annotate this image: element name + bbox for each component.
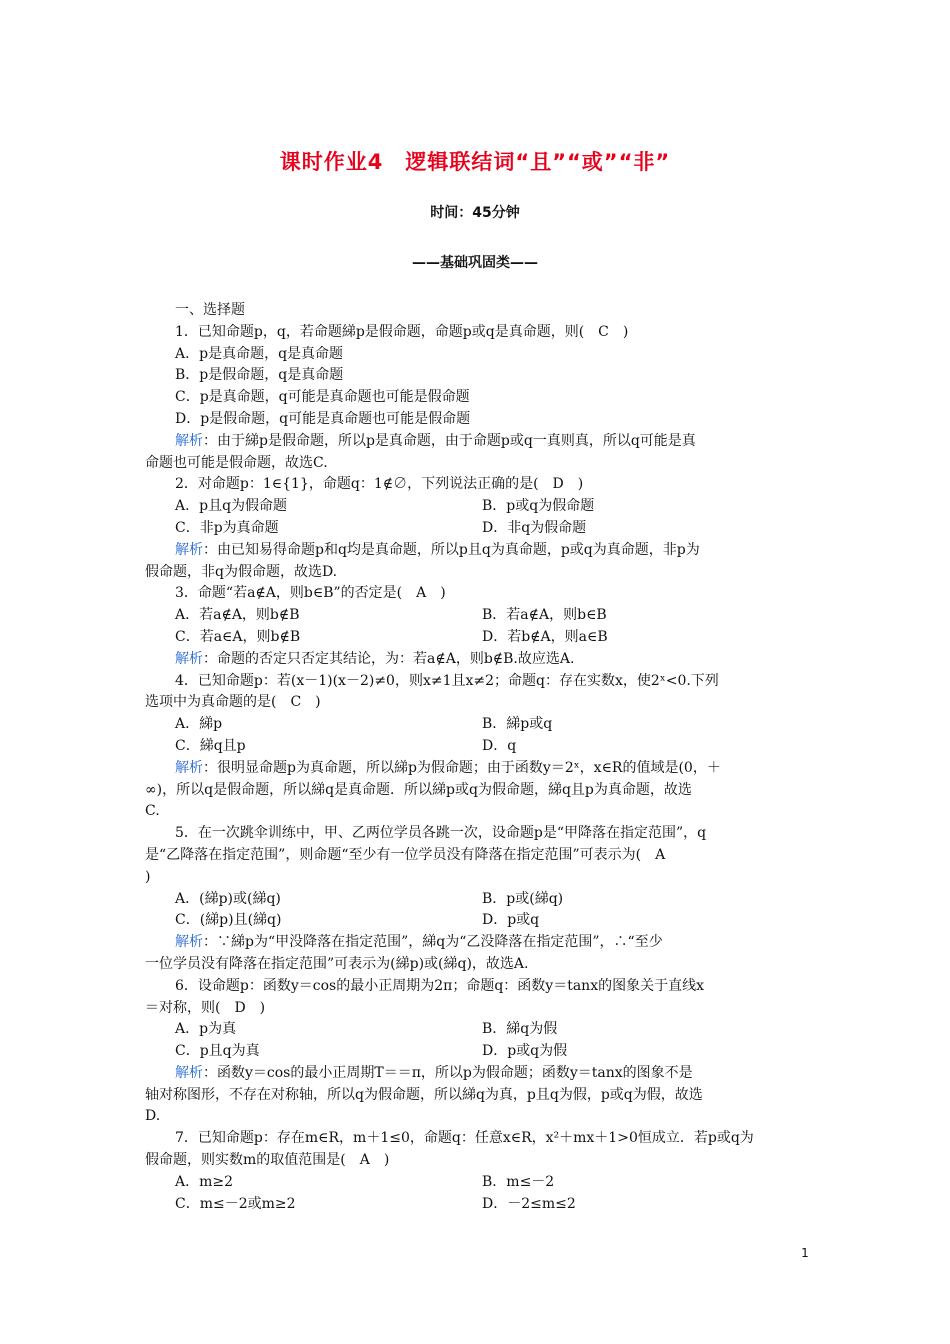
question-5-stem-cont: 是“乙降落在指定范围”，则命题“至少有一位学员没有降落在指定范围”可表示为( A <box>145 846 666 863</box>
question-7-options-row-2 <box>145 1194 809 1216</box>
question-2-option-d: D．非q为假命题 <box>482 519 587 536</box>
question-7-option-b: B．m≤－2 <box>482 1173 555 1190</box>
question-2-option-b: B．p或q为假命题 <box>482 498 595 515</box>
question-7-option-d: D．－2≤m≤2 <box>482 1195 576 1212</box>
question-2-analysis-cont: 假命题，非q为假命题，故选D. <box>145 563 338 580</box>
question-3-option-c: C．若a∈A，则b∉B <box>175 628 301 645</box>
question-3-options-row-2 <box>145 627 809 649</box>
question-7-option-c: C．m≤－2或m≥2 <box>175 1195 296 1212</box>
question-6-option-b: B．綈q为假 <box>482 1021 558 1038</box>
question-4-option-d: D．q <box>482 737 517 754</box>
question-1-option-b: B．p是假命题，q是真命题 <box>175 367 344 384</box>
question-7-stem: 7．已知命题p：存在m∈R，m＋1≤0，命题q：任意x∈R，x²＋mx＋1>0恒成立．若p或q为 <box>175 1130 754 1147</box>
question-6-analysis <box>145 1063 809 1085</box>
question-5-option-b: B．p或(綈q) <box>482 890 564 907</box>
question-5-stem: 5．在一次跳伞训练中，甲、乙两位学员各跳一次，设命题p是“甲降落在指定范围”，q <box>175 825 707 842</box>
page-number: 1 <box>801 1246 809 1260</box>
question-5-analysis <box>145 932 809 954</box>
question-3-option-a: A．若a∉A，则b∉B <box>175 607 300 624</box>
question-4-options-row-1 <box>145 714 809 736</box>
question-6-analysis-cont: 轴对称图形，不存在对称轴，所以q为假命题，所以綈q为真，p且q为假，p或q为假，故选 <box>145 1086 703 1103</box>
question-3-options-row-1 <box>145 605 809 627</box>
analysis-text: ：∵綈p为“甲没降落在指定范围”，綈q为“乙没降落在指定范围”，∴“至少 <box>203 934 663 951</box>
section-heading: 一、选择题 <box>175 302 245 318</box>
analysis-text: ：很明显命题p为真命题，所以綈p为假命题；由于函数y＝2ˣ，x∈R的值域是(0，＋ <box>203 759 721 776</box>
question-4-stem: 4．已知命题p：若(x－1)(x－2)≠0，则x≠1且x≠2；命题q：存在实数x，使2ˣ<0.下列 <box>175 672 719 689</box>
question-3-option-b: B．若a∉A，则b∈B <box>482 607 607 624</box>
question-6-option-a: A．p为真 <box>175 1021 237 1038</box>
question-5-stem-cont-2: ) <box>145 868 151 885</box>
question-5-options-row-2 <box>145 910 809 932</box>
question-6-stem-cont: ＝对称，则( D ) <box>145 999 266 1016</box>
question-7-stem-cont: 假命题，则实数m的取值范围是( A ) <box>145 1152 390 1169</box>
question-3-stem: 3．命题“若a∉A，则b∈B”的否定是( A ) <box>175 585 446 602</box>
question-2-options-row-1 <box>145 496 809 518</box>
analysis-label: 解析 <box>175 541 203 558</box>
question-4-options-row-2 <box>145 736 809 758</box>
question-4-option-b: B．綈p或q <box>482 716 553 733</box>
question-list <box>145 300 809 1215</box>
analysis-text: ：由已知易得命题p和q均是真命题，所以p且q为真命题，p或q为真命题，非p为 <box>203 541 700 558</box>
question-5-option-a: A．(綈p)或(綈q) <box>175 890 281 907</box>
question-3-option-d: D．若b∉A，则a∈B <box>482 628 608 645</box>
question-6-analysis-cont-2: D. <box>145 1108 161 1125</box>
question-1-analysis <box>145 431 809 453</box>
question-5-option-d: D．p或q <box>482 912 540 929</box>
analysis-label: 解析 <box>175 934 203 951</box>
question-2-option-c: C．非p为真命题 <box>175 519 279 536</box>
section-title: ——基础巩固类—— <box>412 255 538 271</box>
analysis-text: ：函数y＝cos的最小正周期T＝＝π，所以p为假命题；函数y＝tanx的图象不是 <box>203 1064 693 1081</box>
analysis-label: 解析 <box>175 1064 203 1081</box>
question-2-option-a: A．p且q为假命题 <box>175 498 288 515</box>
question-1-option-a: A．p是真命题，q是真命题 <box>175 345 344 362</box>
question-4-analysis <box>145 758 809 780</box>
question-7-option-a: A．m≥2 <box>175 1173 234 1190</box>
question-4-stem-cont: 选项中为真命题的是( C ) <box>145 694 321 711</box>
question-2-options-row-2 <box>145 518 809 540</box>
question-6-option-c: C．p且q为真 <box>175 1043 260 1060</box>
analysis-label: 解析 <box>175 650 203 667</box>
time-limit: 时间：45分钟 <box>430 205 520 221</box>
question-4-option-a: A．綈p <box>175 716 223 733</box>
question-7-options-row-1 <box>145 1172 809 1194</box>
analysis-text: ：由于綈p是假命题，所以p是真命题，由于命题p或q一真则真，所以q可能是真 <box>203 432 696 449</box>
page-title: 课时作业4 逻辑联结词“且”“或”“非” <box>279 150 671 174</box>
question-1-option-d: D．p是假命题，q可能是真命题也可能是假命题 <box>175 410 471 427</box>
question-5-options-row-1 <box>145 889 809 911</box>
question-1-option-c: C．p是真命题，q可能是真命题也可能是假命题 <box>175 389 470 406</box>
question-6-options-row-1 <box>145 1019 809 1041</box>
question-4-option-c: C．綈q且p <box>175 737 246 754</box>
analysis-label: 解析 <box>175 759 203 776</box>
question-3-analysis <box>145 649 809 671</box>
analysis-label: 解析 <box>175 432 203 449</box>
question-1-stem: 1．已知命题p，q，若命题綈p是假命题，命题p或q是真命题，则( C ) <box>175 323 629 340</box>
question-6-option-d: D．p或q为假 <box>482 1043 568 1060</box>
question-6-options-row-2 <box>145 1041 809 1063</box>
question-5-option-c: C．(綈p)且(綈q) <box>175 912 282 929</box>
question-5-analysis-cont: 一位学员没有降落在指定范围”可表示为(綈p)或(綈q)，故选A. <box>145 955 529 972</box>
analysis-text: ：命题的否定只否定其结论，为：若a∉A，则b∉B.故应选A. <box>203 650 575 667</box>
question-2-stem: 2．对命题p：1∈{1}，命题q：1∉∅，下列说法正确的是( D ) <box>175 476 584 493</box>
question-4-analysis-cont: ∞)，所以q是假命题，所以綈q是真命题．所以綈p或q为假命题，綈q且p为真命题，故选 <box>145 781 692 798</box>
question-6-stem: 6．设命题p：函数y＝cos的最小正周期为2π；命题q：函数y＝tanx的图象关于直线x <box>175 977 704 994</box>
question-2-analysis <box>145 540 809 562</box>
question-4-analysis-cont-2: C. <box>145 803 160 820</box>
question-1-analysis-cont: 命题也可能是假命题，故选C. <box>145 454 328 471</box>
